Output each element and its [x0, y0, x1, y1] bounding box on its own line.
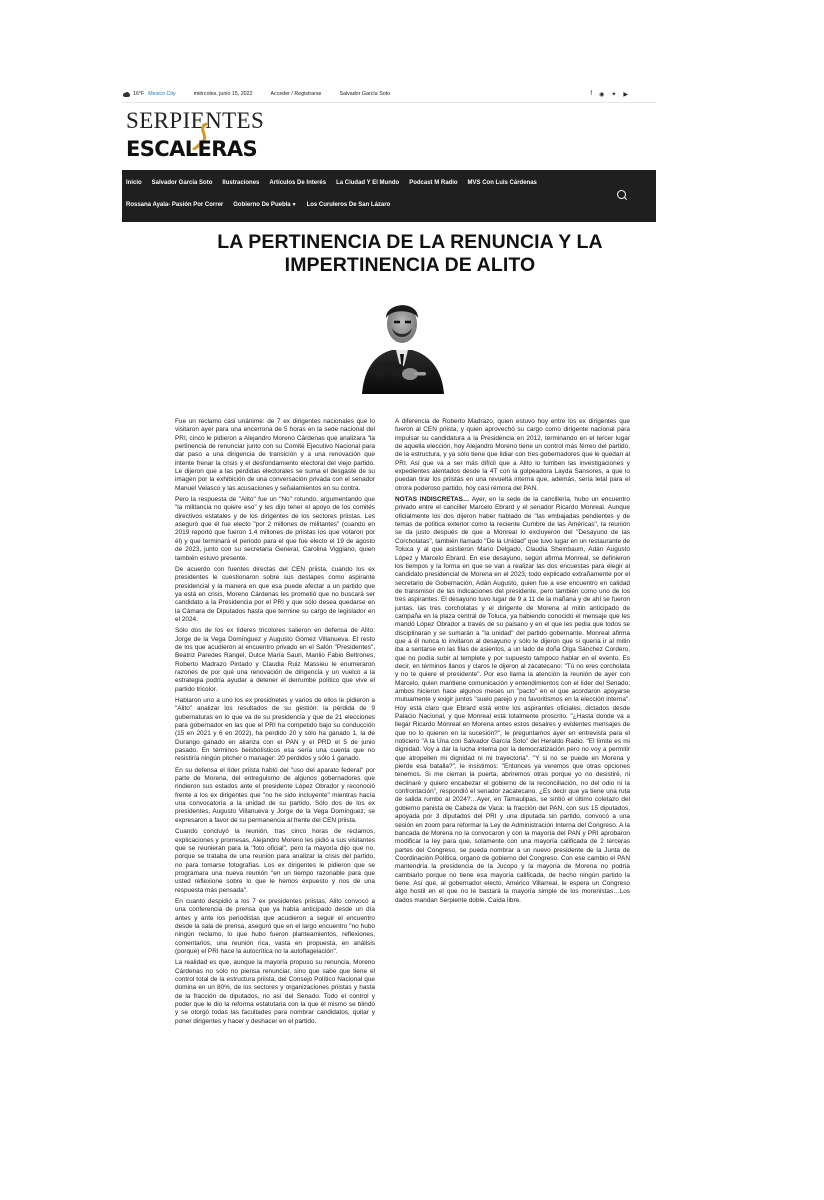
youtube-icon[interactable]: ▶	[623, 91, 628, 98]
twitter-icon[interactable]: ✦	[611, 91, 617, 98]
cloud-icon	[122, 91, 131, 97]
notas-text: Ayer, en la sede de la cancillería, hubo un encuentro privado entre el canciller Marcelo Ebrard y el senador Ricardo Monreal. Aunque oficialmente los dos dijeron haber hablado de "las embajadas pendientes y de temas de política exterior como la reciente Cumbre de las Américas", la reunión se da justo después de que a Monreal lo excluyeron del "Desayuno de las Corcholatas", también llamado "De la Unidad" que tuvo lugar en un restaurante de Toluca y al que asistieron Mario Delgado, Claudia Sheinbaum, Adán Augusto López y Marcelo Ebrard. En ese desayuno, según afirma Monreal, se definieron los tiempos y la forma en que se van a realizar las dos encuestas para elegir al candidato presidencial de Morena en el 2023, todo explicado extrañamente por el secretario de Gobernación, Adán Augusto, quien fue a ese encuentro en calidad de transmisor de las indicaciones del presidente, pero también como uno de los tres aspirantes. El desayuno tuvo lugar de 9 a 11 de la mañana y de ahí se fueron juntas, las tres corcholatas y el dirigente de Morena al mitin anticipado de campaña en la plaza central de Toluca, ya habiendo conocido el mensaje que les mandó López Obrador a través de su paisano y en el que les pedía que todos se disciplinaran y se sumarán a "la unidad" del partido gobernante. Monreal afirma que a él nunca lo invitaron al desayuno y sólo le dijeron que si quería ir al mitin iba a sentarse en las filas de asientos, a un lado de doña Olga Sánchez Cordero, que no podía subir al templete y por supuesto tampoco hablar en el evento. Es decir, en términos llanos y claros le dijeron al zacatecano: "Tú no eres corcholata y no te quiere el presidente". Por eso llama la atención la reunión de ayer con Marcelo, quien mantiene comunicación y entendimientos con el líder del Senado; ambos hicieron hace algunos meses un "pacto" en el que acordaron apoyarse mutuamente y exigir juntos "suelo parejo y no favoritismos en la elección interna". Hoy está claro que Ebrard está entre los aspirantes oficiales, dictados desde Palacio Nacional, y que Monreal está totalmente proscrito. "¿Hasta donde va a llegar Ricardo Monreal en Morena antes estos desaires y evidentes mensajes de que no lo quieren en la sucesión?", le preguntamos ayer en entrevista para el noticiero "A la Una con Salvador García Soto" del Heraldo Radio. "El límite es mi dignidad. Voy a dar la lucha interna por la democratización pero no voy a permitir que atropellen mi dignidad ni mi trayectoria". "Y si no se puede en Morena y pierde esa batalla?", le insistimos: "Entonces ya veremos que otras opciones tenemos. Si me cierran la puerta, abriremos otras porque yo no desistiré, ni declinaré y quiero encabezar el gobierno de la reconciliación, no del odio ni la confrontación", respondió el senador zacatecano. ¿Es decir que ya tiene una ruta de salida rumbo al 2024?…Ayer, en Tamaulipas, se sintió el último coletazo del gobierno panista de Cabeza de Vaca: la fracción del PAN, con sus 15 diputados, apoyada por 3 diputados del PRI y una diputada sin partido, convocó a una sesión en zoom para reformar la Ley de Administración Interna del Congreso. A la bancada de Morena no la convocaron y con la mayoría del PAN y PRI aprobaron modificar la ley para que, solamente con una mayoría calificada de 2 terceras partes del Congreso, se pueda nombrar a un nuevo presidente de la Junta de Coordinación Política, organo de gobierno del Congreso. Con ese cambio el PAN mantendría la presidencia de la Jucopo y la mayoría de Morena no podría cambiarlo porque no tiene esa mayoría calificada, de hecho ningún partido la tiene. Así que, al gobernador electo, Américo Villarreal, le espera un Congreso algo hostil en el que no le bastará la mayoría simple de los morenistas…Los dados mandan Serpiente doble. Caída libre.	[395, 496, 630, 904]
nav-item-salvador[interactable]: Salvador Garcia Soto	[151, 180, 213, 186]
site-logo[interactable]	[126, 108, 266, 164]
notas-indiscretas-paragraph	[395, 496, 630, 905]
paragraph: Hablaron uno a uno los ex presidnetes y varios de ellos le pidieron a "Alito" analizar los resultados de su gestión: la pérdida de 9 gubernaturas en lo que va de su presidencia y que de 21 elecciones para gobernador en las que el PRI ha competido bajo su conducción (15 en 2021 y 6 en 2022), ha perdido 20 y sólo ha ganado 1, la de Durango ganado en alianza con el PAN y el PRD el 5 de junio pasado. En términos beisbolísticos esa sería una cuenta que no resistiría ningún pitcher o manager: 20 perdidos y sólo 1 ganado.	[175, 697, 375, 763]
nav-item-rossana[interactable]: Rossana Ayala- Pasión Por Correr	[126, 202, 224, 208]
search-icon[interactable]	[617, 190, 626, 199]
paragraph: A diferencia de Roberto Madrazo, quien estuvo hoy entre los ex dirigentes que fueron al CEN priista, y quien aprovechó su cargo como dirigente nacional para impulsar su candidatura a la Presidencia en 2012, terminando en el tercer lugar de aquella elección, hoy Alejandro Moreno tiene un control más férreo del partido, de la estructura, y ya sólo tiene que lidiar con tres gobernadores que le quedan al PRI. Así que va a ser más difícil que a Alito lo tumben las investigaciones y expedientes alentados desde la 4T con la golpeadora Layda Sansores, a que lo puedan tirar los priistas en una revuelta interna que, además, sería letal para el otrora poderoso partido, hoy casi rémora del PAN.	[395, 418, 630, 492]
nav-item-articulos[interactable]: Artículos De Interés	[269, 180, 327, 186]
article-title	[150, 231, 670, 277]
weather-widget	[122, 91, 176, 97]
main-navigation	[122, 170, 656, 222]
article-title-line-2: IMPERTINENCIA DE ALITO	[284, 254, 536, 276]
nav-item-puebla[interactable]: Gobierno De Puebla	[233, 202, 291, 208]
author-link[interactable]: Salvador García Soto	[339, 91, 391, 97]
social-links	[590, 91, 656, 98]
facebook-icon[interactable]: f	[590, 90, 593, 97]
paragraph: Sólo dos de los ex líderes tricolores salieron en defensa de Alito: Jorge de la Vega Domínguez y Augusto Gómez Villanueva. El resto de los que acudieron al encuentro privado en el Salón "Presidentes", Beatriz Paredes Rangel, Dulce María Sauri, Manlio Fabio Beltrones, Roberto Madrazo Pintado y Claudia Ruiz Massieu le enumeraron razones de por qué una renovación de dirigencia y un vuelco a la estrategia podría ayudar a detener el derrumbe político que vive el partido tricolor.	[175, 627, 375, 693]
nav-item-ciudad-mundo[interactable]: La Ciudad Y El Mundo	[336, 180, 400, 186]
paragraph: En su defensa el líder priista habló del "uso del aparato federal" por parte de Morena, del entreguismo de algunos gobernadores que rindieron sus estados ante el presidente López Obrador y reconoció frente a los ex dirigentes que "no he sido incluyente" mientras hacía una convocatoria a la unidad de su partido. Sólo dos de los ex presidentes, Augusto Villanueva y Jorge de la Vega Domínguez, se expresaron a favor de su permanencia al frente del CEN priista.	[175, 766, 375, 824]
paragraph: En cuanto despidió a los 7 ex presidentes priistas, Alito convocó a una conferencia de prensa que ya había anticipado desde un día antes y ante los periodistas que acudieron a seguir el encuentro desde la sala de prensa, aseguró que en el largo encuentro "no hubo ningún reclamo, lo que hubo fueron planteamientos, reflexiones, comentarios, una reunión rica, vasta en propuesta, en análisis (porque) el PRI hace la autocrítica no la autoflagelación".	[175, 897, 375, 955]
paragraph: Pero la respuesta de "Alito" fue un "No" rotundo, argumentando que "la militancia no quiere eso" y les dijo tener el apoyo de los comités directivos estatales y de los dirigentes de los sectores priistas. Les aseguró que él fue electo "por 2 millones de militantes" (cuando en 2019 reportó que fueron 1.4 millones de priistas los que votaron por él) y que terminará el periodo para el que fue electo el 19 de agosto de 2023, junto con su secretaria General, Carolina Viggiano, quien también estuvo presente.	[175, 496, 375, 562]
paragraph: Fue un reclamo casi unánime: de 7 ex dirigentes nacionales que lo visitaron ayer para una encerrona de 5 horas en la sede nacional del PRI, cinco le pidieron a Alejandro Moreno Cárdenas que analizara "la pertinencia de renunciar junto con su Comité Ejecutivo Nacional para dar paso a una dirigencia de transición y a una renovación que intente frenar la crisis y el desfondamiento electoral del viejo partido. Le dijeron que a las pérdidas electorales se suma el desgaste de su imagen por la exhibición de una conversación privada con el senador Manuel Velasco y las acusaciones y señalamientos en su contra.	[175, 418, 375, 492]
city-link[interactable]: Mexico City	[148, 91, 176, 97]
instagram-icon[interactable]: ◉	[599, 91, 605, 98]
top-bar	[122, 86, 656, 103]
article-title-line-1: LA PERTINENCIA DE LA RENUNCIA Y LA	[217, 231, 603, 253]
logo-line-2: ESCALERAS	[126, 137, 258, 161]
nav-row-2	[126, 202, 400, 208]
notas-label: NOTAS INDISCRETAS…	[395, 496, 470, 504]
paragraph: La realidad es que, aunque la mayoría propuso su renuncia, Moreno Cárdenas no sólo no piensa renunciar, sino que sabe que tiene el control total de la estructura priista, del Consejo Político Nacional que domina en un 80%, de los sectores y organizaciones priistas y hasta de la fracción de diputados, no así del Senado. Todo el control y poder que le dio la reforma estatutaria con la que él mismo se blindó y se otorgó todas las facultades para nombrar candidatos, quitar y poner dirigentes y hacer y deshacer en el partido.	[175, 959, 375, 1025]
temperature: 16°F	[133, 91, 145, 97]
logo-line-1: SERPIENTES	[126, 108, 265, 133]
nav-row-1	[126, 180, 547, 186]
article-column-left	[175, 418, 375, 1029]
login-link[interactable]: Acceder / Registrarse	[270, 91, 322, 97]
nav-item-mvs[interactable]: MVS Con Luis Cárdenas	[467, 180, 537, 186]
nav-item-curuleros[interactable]: Los Curuleros De San Lázaro	[306, 202, 391, 208]
paragraph: De acuerdo con fuentes directas del CEN priista, cuando los ex presidentes le cuestionaron sobre sus destapes como aspirante presidencial y la manera en que esa puede afectar a un partido que ya está en crisis, Moreno Cárdenas les prometió que no buscará ser candidato a la Presidencia por el PRI y que sólo desea quedarse en la Cámara de Diputados hasta que termine su cargo de legislador en el 2024.	[175, 565, 375, 623]
chevron-down-icon[interactable]: ▼	[291, 202, 297, 208]
paragraph: Cuando concluyó la reunión, tras cinco horas de reclamos, explicaciones y promesas, Alejandro Moreno les pidió a sus visitantes que se reunieran para la "foto oficial", pero la mayoría dijo que no, porque se trataba de una reunión para analizar la crisis del partido, no para tomarse fotografías. Los ex dirigentes le pidieron que se programara una nueva reunión "en un tiempo razonable para que usted reflexione sobre lo que le hemos expuesto y nos de una respuesta más pensada".	[175, 828, 375, 894]
nav-item-inicio[interactable]: Inicio	[126, 180, 142, 186]
current-date: miércoles, junio 15, 2022	[193, 91, 253, 97]
author-portrait	[356, 288, 448, 394]
nav-item-ilustraciones[interactable]: Ilustraciones	[222, 180, 260, 186]
article-column-right	[395, 418, 630, 908]
nav-item-podcast[interactable]: Podcast M Radio	[409, 180, 458, 186]
